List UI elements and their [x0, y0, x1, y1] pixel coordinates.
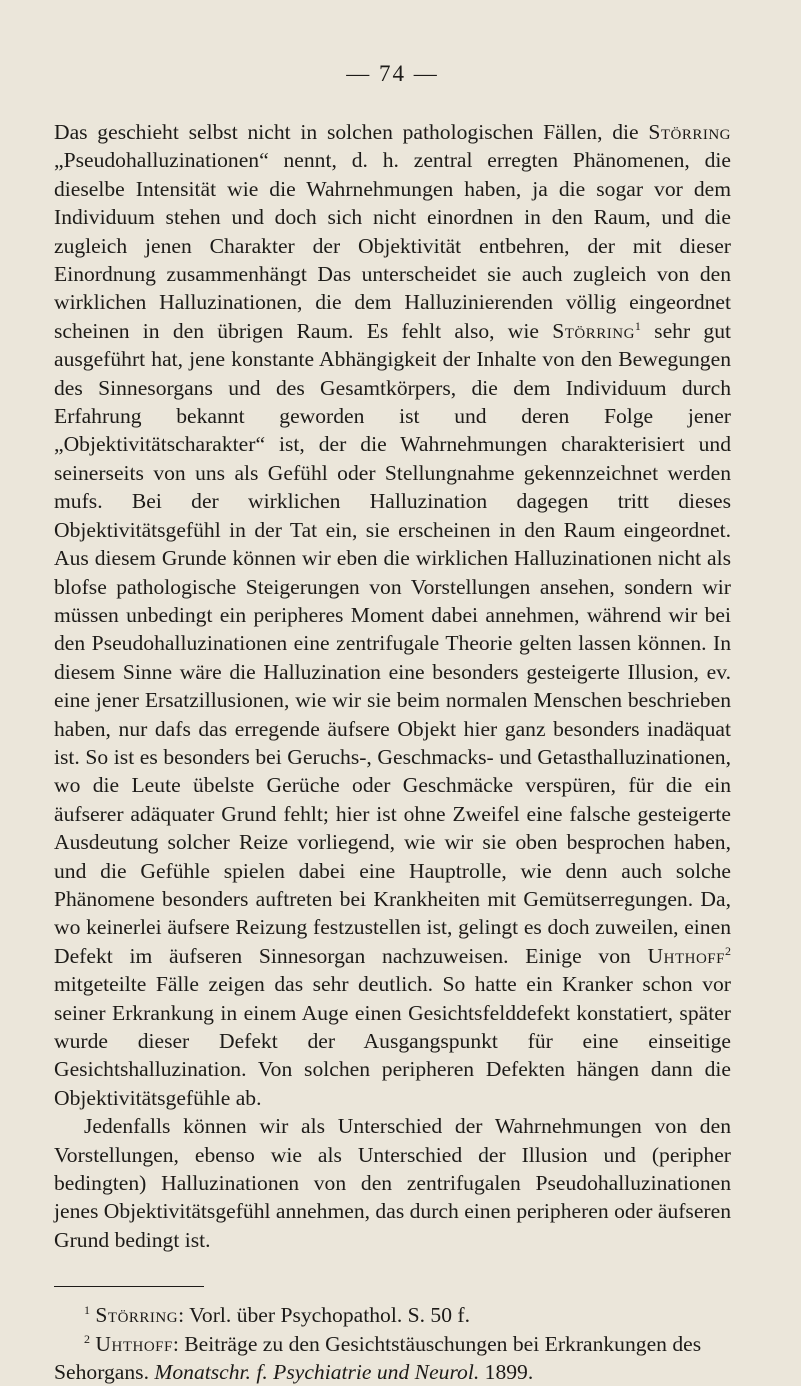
paragraph — [54, 1112, 731, 1254]
paragraph — [54, 118, 731, 1112]
text-run: „Pseudohalluzinationen“ nennt, d. h. zentral erregten Phänomenen, die dieselbe Intensität wie die Wahrnehmungen haben, ja die sogar vor dem Individuum stehen und doch sich nicht einordnen in den Raum, und die zugleich jenen Charakter der Objektivität entbehren, der mit dieser Einordnung zusammenhängt Das unterscheidet sie auch zugleich von den wirklichen Halluzinationen, die dem Halluzinierenden völlig eingeordnet scheinen in den übrigen Raum. Es fehlt also, wie — [54, 148, 731, 343]
author-name: Uhthoff — [95, 1331, 173, 1356]
journal-title: Monatschr. f. Psychiatrie und Neurol. — [154, 1360, 480, 1385]
footnote-marker: 2 — [725, 943, 731, 958]
author-name: Störring — [95, 1303, 179, 1328]
footnote-marker: 2 — [84, 1331, 90, 1346]
body-text — [54, 118, 731, 1254]
author-name: Störring — [648, 120, 731, 144]
text-run: Jedenfalls können wir als Unterschied der Wahrnehmungen von den Vorstellungen, ebenso wie als Unterschied der Illusion und (peripher bedingten) Halluzinationen von den zentrifugalen Pseudohalluzinationen jenes Objektivitätsgefühl annehmen, das durch einen peripheren oder äufseren Grund bedingt ist. — [54, 1114, 731, 1252]
footnotes — [54, 1301, 731, 1386]
text-run: mitgeteilte Fälle zeigen das sehr deutlich. So hatte ein Kranker schon vor seiner Erkrankung in einem Auge einen Gesichtsfelddefekt konstatiert, später wurde dieser Defekt der Ausgangspunkt für eine einseitige Gesichtshalluzination. Von solchen peripheren Defekten hängen dann die Objektivitätsgefühle ab. — [54, 972, 731, 1110]
text-run: Das geschieht selbst nicht in solchen pathologischen Fällen, die — [54, 120, 649, 144]
text-run: sehr gut ausgeführt hat, jene konstante Abhängigkeit der Inhalte von den Bewegungen des Sinnesorgans und des Gesamtkörpers, die dem Individuum durch Erfahrung bekannt geworden ist und deren Folge jener „Objektivitätscharakter“ ist, der die Wahrnehmungen charakterisiert und seinerseits von uns als Gefühl oder Stellungnahme gekennzeichnet werden mufs. Bei der wirklichen Halluzination dagegen tritt dieses Objektivitätsgefühl in der Tat ein, sie erscheinen in den Raum eingeordnet. Aus diesem Grunde können wir eben die wirklichen Halluzinationen nicht als blofse pathologische Steigerungen von Vorstellungen ansehen, sondern wir müssen unbedingt ein peripheres Moment dabei annehmen, während wir bei den Pseudohalluzinationen eine zentrifugale Theorie gelten lassen können. In diesem Sinne wäre die Halluzination eine besonders gesteigerte Illusion, ev. eine jener Ersatzillusionen, wie wir sie beim normalen Menschen beschrieben haben, nur dafs das erregende äufsere Objekt hier ganz besonders inadäquat ist. So ist es besonders bei Geruchs-, Geschmacks- und Getasthalluzinationen, wo die Leute übelste Gerüche oder Geschmäcke verspüren, für die ein äufserer adäquater Grund fehlt; hier ist ohne Zweifel eine falsche gesteigerte Ausdeutung solcher Reize vorliegend, wie wir sie oben besprochen haben, und die Gefühle spielen dabei eine Hauptrolle, wie denn auch solche Phänomene besonders auftreten bei Krankheiten mit Gemütserregungen. Da, wo keinerlei äufsere Reizung festzustellen ist, gelingt es doch zuweilen, einen Defekt im äufseren Sinnesorgan nachzuweisen. Einige von — [54, 318, 731, 968]
footnote-separator — [54, 1286, 204, 1287]
footnote-marker: 1 — [634, 318, 641, 333]
text-run: : Beiträge zu den Gesichtstäuschungen bei Erkrankungen des Sehorgans. — [54, 1331, 702, 1385]
page-number: — 74 — — [346, 61, 439, 86]
footnote-marker: 1 — [84, 1303, 90, 1318]
footnote — [54, 1301, 731, 1329]
text-run: 1899. — [479, 1360, 534, 1385]
footnote — [54, 1330, 731, 1386]
author-name: Uhthoff — [647, 943, 725, 968]
author-name: Störring — [552, 318, 635, 343]
text-run: : Vorl. über Psychopathol. S. 50 f. — [178, 1303, 471, 1328]
